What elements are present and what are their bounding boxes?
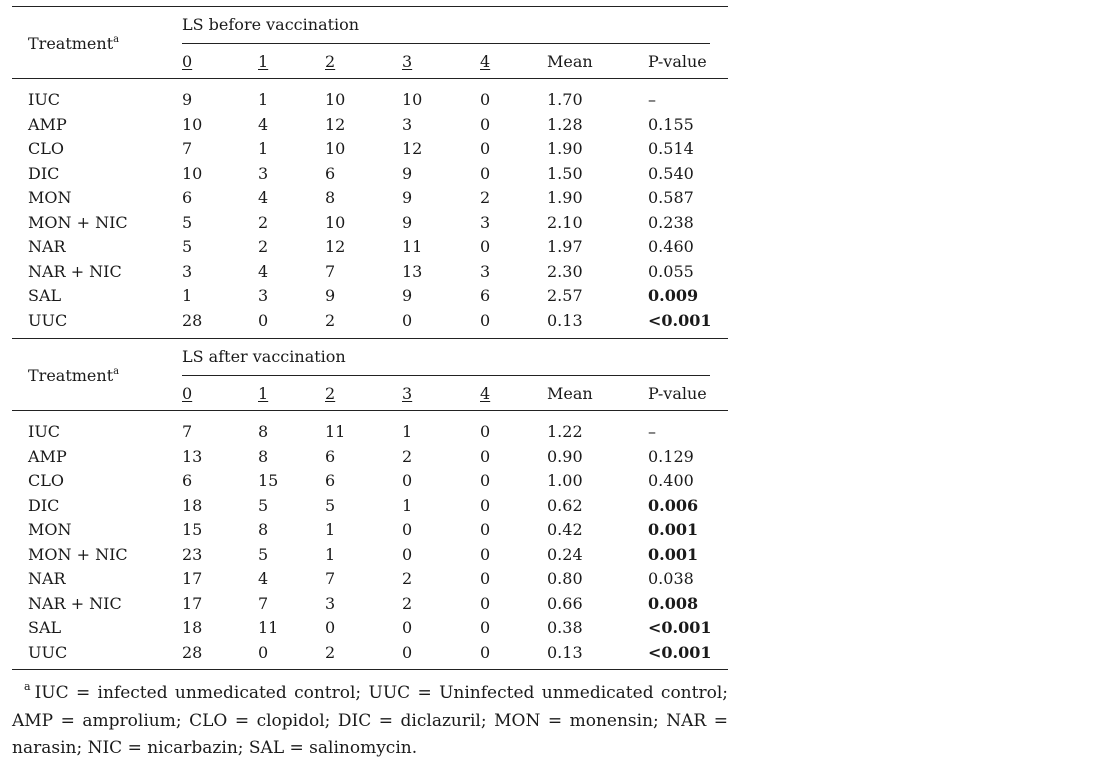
footnote-mark: a <box>113 366 120 377</box>
table-cell: 0 <box>480 446 491 466</box>
table-cell: 1 <box>258 90 269 109</box>
table-cell: 13 <box>402 261 423 281</box>
table-cell: 0.13 <box>547 310 583 330</box>
table-cell: 1.22 <box>547 422 583 441</box>
table-cell: 0.38 <box>547 618 583 637</box>
table-cell: 0 <box>402 471 413 490</box>
row-treatment: UUC <box>28 642 68 662</box>
table-cell: 0.90 <box>547 446 583 466</box>
column-header: 2 <box>325 52 336 71</box>
row-treatment: NAR <box>28 237 66 256</box>
table-cell: 0.238 <box>648 212 694 232</box>
table-cell: 0.055 <box>648 261 694 281</box>
table-cell: 10 <box>402 90 423 109</box>
table-cell: 3 <box>480 261 491 281</box>
table-cell: 0 <box>258 310 269 330</box>
table-cell: 6 <box>182 471 193 490</box>
header-rule <box>12 78 728 79</box>
table-cell: 3 <box>258 163 269 183</box>
table-cell: 2 <box>402 593 413 613</box>
table-cell: 9 <box>402 212 413 232</box>
table-cell: 0.400 <box>648 471 694 490</box>
top-rule <box>12 6 728 7</box>
table-cell: 2 <box>402 569 413 588</box>
table-cell: <0.001 <box>648 310 712 330</box>
table-cell: 18 <box>182 495 203 515</box>
table-cell: 11 <box>325 422 346 441</box>
table-cell: 0.001 <box>648 544 699 564</box>
footnote <box>12 680 728 762</box>
table-cell: 0.009 <box>648 286 699 305</box>
table-cell: 6 <box>182 188 193 207</box>
table-cell: 5 <box>325 495 336 515</box>
column-header: Mean <box>547 384 593 403</box>
section-title: LS before vaccination <box>182 15 360 34</box>
table-cell: 5 <box>258 544 269 564</box>
row-treatment: MON + NIC <box>28 544 128 564</box>
row-treatment: SAL <box>28 286 62 305</box>
table-cell: 3 <box>182 261 193 281</box>
column-header: 4 <box>480 384 491 403</box>
spanner-rule <box>182 375 710 376</box>
table-cell: 1.50 <box>547 163 583 183</box>
table-cell: 0 <box>402 520 413 539</box>
table-cell: 0.42 <box>547 520 583 539</box>
table-cell: 0 <box>480 310 491 330</box>
column-header: 0 <box>182 52 193 71</box>
table-cell: <0.001 <box>648 642 712 662</box>
table-cell: 3 <box>258 286 269 305</box>
table-cell: 7 <box>258 593 269 613</box>
bottom-rule <box>12 669 728 670</box>
table-cell: 8 <box>258 446 269 466</box>
table-cell: 0 <box>480 544 491 564</box>
table-cell: 0.13 <box>547 642 583 662</box>
column-header: 1 <box>258 384 269 403</box>
table-cell: 9 <box>182 90 193 109</box>
table-cell: 0 <box>480 495 491 515</box>
table-cell: <0.001 <box>648 618 712 637</box>
table-cell: 7 <box>182 139 193 158</box>
section-divider-rule <box>12 338 728 339</box>
spanner-rule <box>182 43 710 44</box>
table-cell: 1.00 <box>547 471 583 490</box>
table-cell: 0 <box>402 544 413 564</box>
table-cell: 0 <box>402 618 413 637</box>
table-cell: 13 <box>182 446 203 466</box>
table-cell: 6 <box>325 471 336 490</box>
table-cell: 4 <box>258 569 269 588</box>
table-cell: 7 <box>182 422 193 441</box>
table-cell: 0 <box>480 163 491 183</box>
table-cell: 5 <box>182 237 193 256</box>
table-cell: 0 <box>402 310 413 330</box>
table-cell: 3 <box>325 593 336 613</box>
table-cell: 9 <box>402 188 413 207</box>
table-cell: 0.514 <box>648 139 694 158</box>
table-cell: 10 <box>182 114 203 134</box>
table-cell: 12 <box>325 114 346 134</box>
treatment-header <box>28 34 119 57</box>
table-cell: 9 <box>402 163 413 183</box>
table-cell: 0 <box>480 471 491 490</box>
table-cell: 0.540 <box>648 163 694 183</box>
table-cell: 0 <box>480 642 491 662</box>
table-cell: 11 <box>402 237 423 256</box>
table-cell: 1 <box>402 422 413 441</box>
table-cell: 6 <box>480 286 491 305</box>
table-cell: 4 <box>258 114 269 134</box>
table-cell: 11 <box>258 618 279 637</box>
row-treatment: NAR <box>28 569 66 588</box>
table-cell: 0 <box>402 642 413 662</box>
table-cell: 2 <box>325 642 336 662</box>
column-header: 0 <box>182 384 193 403</box>
table-cell: 1 <box>325 520 336 539</box>
table-cell: 0.24 <box>547 544 583 564</box>
table-cell: – <box>648 90 656 109</box>
table-cell: 12 <box>325 237 346 256</box>
table-cell: 2.57 <box>547 286 583 305</box>
table-cell: 0.001 <box>648 520 699 539</box>
table-cell: 23 <box>182 544 203 564</box>
table-cell: 0.155 <box>648 114 694 134</box>
table-cell: 1.70 <box>547 90 583 109</box>
table-cell: 1.97 <box>547 237 583 256</box>
table-cell: 1.28 <box>547 114 583 134</box>
column-header: 1 <box>258 52 269 71</box>
table-cell: 15 <box>182 520 203 539</box>
row-treatment: UUC <box>28 310 68 330</box>
table-cell: 0.66 <box>547 593 583 613</box>
table-cell: 12 <box>402 139 423 158</box>
table-cell: 8 <box>258 520 269 539</box>
table-cell: 8 <box>258 422 269 441</box>
treatment-header-label: Treatment <box>28 366 114 385</box>
table-cell: 3 <box>402 114 413 134</box>
table-cell: 17 <box>182 569 203 588</box>
table-cell: 1 <box>325 544 336 564</box>
table-cell: 0.62 <box>547 495 583 515</box>
table-cell: 10 <box>325 90 346 109</box>
table-cell: 0 <box>325 618 336 637</box>
table-cell: 6 <box>325 446 336 466</box>
table-cell: 0 <box>480 569 491 588</box>
row-treatment: AMP <box>28 446 67 466</box>
table-cell: 0.038 <box>648 569 694 588</box>
table-cell: 1.90 <box>547 188 583 207</box>
table-cell: 6 <box>325 163 336 183</box>
column-header: 3 <box>402 384 413 403</box>
table-cell: 7 <box>325 261 336 281</box>
column-header: 4 <box>480 52 491 71</box>
row-treatment: NAR + NIC <box>28 593 122 613</box>
footnote-mark: a <box>24 680 31 693</box>
row-treatment: IUC <box>28 90 61 109</box>
table-cell: 10 <box>325 139 346 158</box>
table-cell: 8 <box>325 188 336 207</box>
column-header: 2 <box>325 384 336 403</box>
table-cell: 0.460 <box>648 237 694 256</box>
footnote-text: IUC = infected unmedicated control; UUC = Uninfected unmedicated control; AMP = amprolium; CLO = clopidol; DIC = diclazuril; MON = monensin; NAR = narasin; NIC = nicarbazin; SAL = salinomycin. <box>12 683 728 758</box>
table-cell: 10 <box>325 212 346 232</box>
column-header: Mean <box>547 52 593 71</box>
table-cell: 7 <box>325 569 336 588</box>
table-cell: 28 <box>182 310 203 330</box>
table-cell: 0 <box>480 114 491 134</box>
table-cell: 1.90 <box>547 139 583 158</box>
row-treatment: AMP <box>28 114 67 134</box>
header-rule <box>12 410 728 411</box>
column-header: 3 <box>402 52 413 71</box>
table-cell: 0 <box>480 593 491 613</box>
row-treatment: MON <box>28 188 72 207</box>
table-cell: 0.006 <box>648 495 699 515</box>
table-cell: 0 <box>480 422 491 441</box>
table-cell: 4 <box>258 188 269 207</box>
section-title: LS after vaccination <box>182 347 346 366</box>
table-cell: 10 <box>182 163 203 183</box>
table-cell: 5 <box>182 212 193 232</box>
table-cell: 0.008 <box>648 593 699 613</box>
row-treatment: NAR + NIC <box>28 261 122 281</box>
footnote-mark: a <box>113 34 120 45</box>
table-cell: – <box>648 422 656 441</box>
table-cell: 4 <box>258 261 269 281</box>
row-treatment: MON + NIC <box>28 212 128 232</box>
table-cell: 0 <box>480 237 491 256</box>
table-cell: 0 <box>480 139 491 158</box>
table-cell: 0.129 <box>648 446 694 466</box>
row-treatment: MON <box>28 520 72 539</box>
table-cell: 2 <box>402 446 413 466</box>
table-cell: 9 <box>325 286 336 305</box>
table-cell: 9 <box>402 286 413 305</box>
table-cell: 0.80 <box>547 569 583 588</box>
table-cell: 28 <box>182 642 203 662</box>
table-cell: 3 <box>480 212 491 232</box>
row-treatment: CLO <box>28 471 64 490</box>
table-cell: 1 <box>182 286 193 305</box>
table-cell: 1 <box>258 139 269 158</box>
table-cell: 0 <box>258 642 269 662</box>
row-treatment: IUC <box>28 422 61 441</box>
row-treatment: DIC <box>28 495 60 515</box>
table-cell: 1 <box>402 495 413 515</box>
table-cell: 0 <box>480 618 491 637</box>
table-cell: 2.30 <box>547 261 583 281</box>
table-cell: 15 <box>258 471 279 490</box>
treatment-header-label: Treatment <box>28 34 114 53</box>
row-treatment: SAL <box>28 618 62 637</box>
column-header: P-value <box>648 52 707 71</box>
table-cell: 0.587 <box>648 188 694 207</box>
table-cell: 2 <box>480 188 491 207</box>
table-cell: 0 <box>480 520 491 539</box>
table-cell: 5 <box>258 495 269 515</box>
treatment-header <box>28 366 119 389</box>
table-cell: 2 <box>258 237 269 256</box>
row-treatment: CLO <box>28 139 64 158</box>
table-cell: 2 <box>325 310 336 330</box>
table-cell: 2.10 <box>547 212 583 232</box>
column-header: P-value <box>648 384 707 403</box>
table-cell: 2 <box>258 212 269 232</box>
table-cell: 17 <box>182 593 203 613</box>
table-cell: 0 <box>480 90 491 109</box>
table-cell: 18 <box>182 618 203 637</box>
row-treatment: DIC <box>28 163 60 183</box>
